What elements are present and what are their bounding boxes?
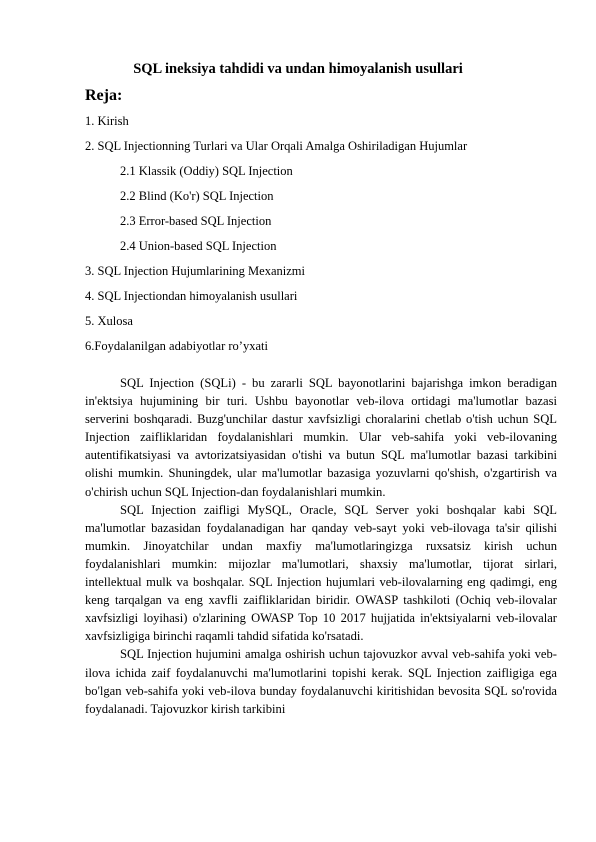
paragraph: SQL Injection hujumini amalga oshirish uchun tajovuzkor avval veb-sahifa yoki veb-ilova ichida zaif foydalanuvchi ma'lumotlarini topishi kerak. SQL Injection zaifligiga ega bo'lgan veb-sahifa yoki veb-ilova bunday foydalanuvchi kiritishidan bevosita SQL so'rovida foydalanadi. Tajovuzkor kirish tarkibini — [85, 647, 557, 716]
toc-item: 5. Xulosa — [85, 314, 133, 328]
toc-subitem: 2.3 Error-based SQL Injection — [120, 214, 272, 228]
paragraph: SQL Injection (SQLi) - bu zararli SQL bayonotlarini bajarishga imkon beradigan in'ektsiya hujumining bir turi. Ushbu bayonotlar veb-ilova ortidagi ma'lumotlar bazasi serverini boshqaradi. Buzg'unchilar dastur xavfsizligi choralarini chetlab o'tish uchun SQL Injection zaifliklaridan foydalanishlari mumkin. Ular veb-sahifa yoki veb-ilovaning autentifikatsiyasi va avtorizatsiyasidan o'tishi va butun SQL ma'lumotlar bazasi tarkibini olishi mumkin. Shuningdek, ular ma'lumotlar bazasiga yozuvlarni qo'shish, o'zgartirish va o'chirish uchun SQL Injection-dan foydalanishlari mumkin. — [85, 376, 557, 499]
toc-item: 3. SQL Injection Hujumlarining Mexanizmi — [85, 264, 305, 278]
toc-item: 1. Kirish — [85, 114, 129, 128]
toc-item: 4. SQL Injectiondan himoyalanish usullari — [85, 289, 298, 303]
toc-subitem: 2.4 Union-based SQL Injection — [120, 239, 277, 253]
toc-item: 2. SQL Injectionning Turlari va Ular Orqali Amalga Oshiriladigan Hujumlar — [85, 139, 468, 153]
document-title: SQL ineksiya tahdidi va undan himoyalanish usullari — [133, 61, 463, 77]
body-text — [85, 374, 557, 718]
toc-subitem: 2.1 Klassik (Oddiy) SQL Injection — [120, 164, 293, 178]
paragraph: SQL Injection zaifligi MySQL, Oracle, SQL Server yoki boshqalar kabi SQL ma'lumotlar bazasidan foydalanadigan har qanday veb-sayt yoki veb-ilovaga ta'sir qilishi mumkin. Jinoyatchilar undan maxfiy ma'lumotlaringizga ruxsatsiz kirish uchun foydalanishlari mumkin: mijozlar ma'lumotlari, shaxsiy ma'lumotlar, tijorat sirlari, intellektual mulk va boshqalar. SQL Injection hujumlari veb-ilovalarning eng qadimgi, eng keng tarqalgan va eng xavfli zaifliklaridan biridir. OWASP tashkiloti (Ochiq veb-ilovalar xavfsizligi loyihasi) o'zlarining OWASP Top 10 2017 hujjatida in'ektsiyalarni veb-ilovalar xavfsizligiga birinchi raqamli tahdid sifatida ko'rsatadi. — [85, 502, 557, 644]
toc-item: 6.Foydalanilgan adabiyotlar ro’yxati — [85, 339, 268, 353]
plan-heading: Reja: — [85, 87, 123, 104]
toc-subitem: 2.2 Blind (Ko'r) SQL Injection — [120, 189, 274, 203]
